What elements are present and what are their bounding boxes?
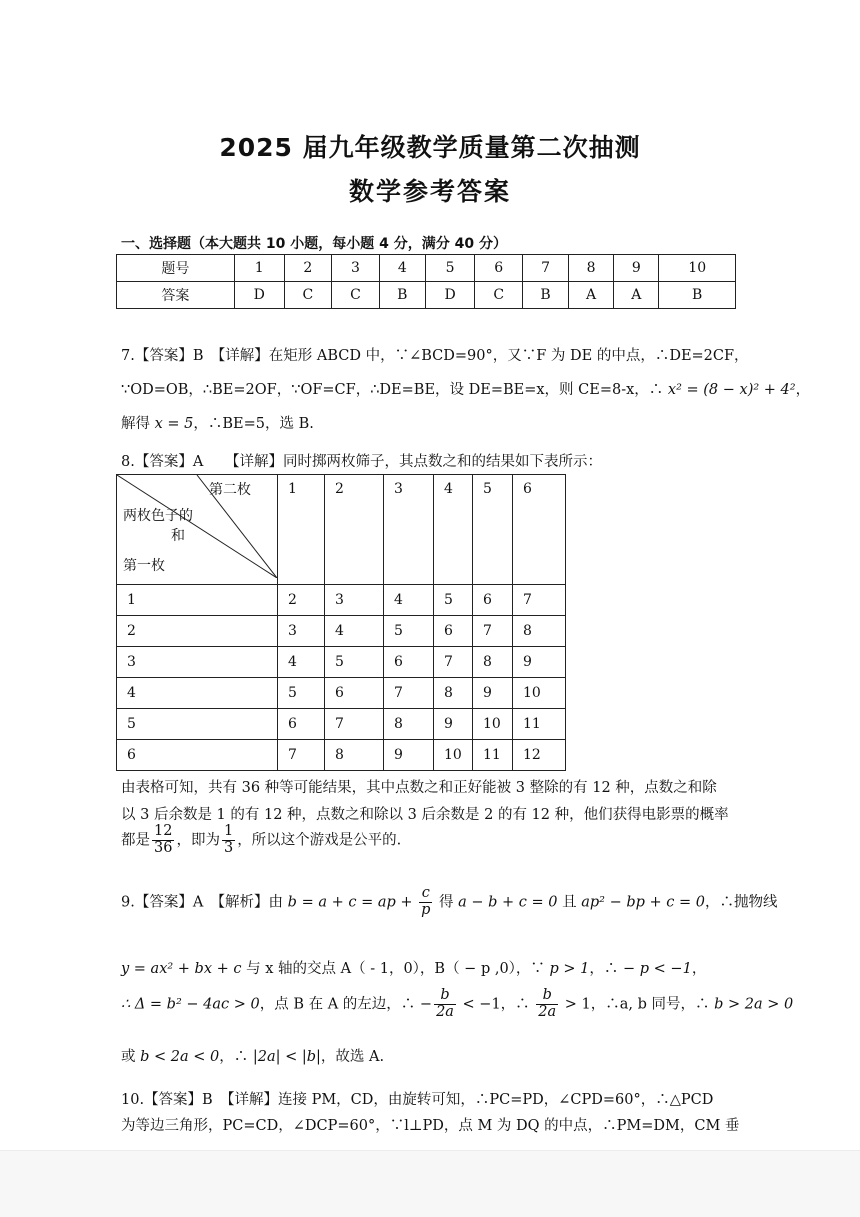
q9-text: 9.【答案】A 【解析】由 xyxy=(121,894,288,911)
table-cell: 4 xyxy=(325,616,384,647)
table-cell: 6 xyxy=(325,678,384,709)
answer-table-number-row xyxy=(117,255,736,282)
row-label: 6 xyxy=(117,740,278,771)
row-label: 题号 xyxy=(117,255,235,282)
q9-text: 或 xyxy=(121,1049,141,1065)
q8-text: ，所以这个游戏是公平的. xyxy=(237,832,402,849)
fraction-12-36 xyxy=(152,824,174,857)
fraction-denominator: p xyxy=(421,901,431,918)
table-row xyxy=(117,678,566,709)
q8-para-2: 以 3 后余数是 1 的有 12 种，点数之和除以 3 后余数是 2 的有 12 种，他们获得电影票的概率 xyxy=(121,807,729,823)
section-heading-multiple-choice: 一、选择题（本大题共 10 小题，每小题 4 分，满分 40 分） xyxy=(121,236,507,252)
question-number: 2 xyxy=(284,255,332,282)
table-row xyxy=(117,585,566,616)
row-label: 答案 xyxy=(117,282,235,309)
table-cell: 2 xyxy=(278,585,325,616)
col-header: 4 xyxy=(434,475,473,585)
table-row xyxy=(117,616,566,647)
answer-cell: A xyxy=(614,282,659,309)
answer-key-table xyxy=(116,254,736,309)
header-first-die: 第一枚 xyxy=(123,558,165,574)
q9-equation: b > 2a > 0 xyxy=(714,996,794,1013)
table-cell: 7 xyxy=(278,740,325,771)
q9-equation: b = a + c = ap + xyxy=(287,894,418,911)
exam-title: 2025 届九年级教学质量第二次抽测 xyxy=(219,133,641,162)
q8-para-3 xyxy=(121,824,401,857)
table-cell: 7 xyxy=(473,616,513,647)
table-cell: 8 xyxy=(325,740,384,771)
q7-line-1: 7.【答案】B 【详解】在矩形 ABCD 中，∵∠BCD=90°，又∵F 为 DE 的中点，∴DE=2CF， xyxy=(121,348,749,364)
q9-text: ，点 B 在 A 的左边，∴ xyxy=(259,996,420,1013)
row-label: 4 xyxy=(117,678,278,709)
q9-equation: b < 2a < 0 xyxy=(140,1049,220,1065)
question-number: 4 xyxy=(379,255,425,282)
table-cell: 4 xyxy=(384,585,434,616)
q8-para-1: 由表格可知，共有 36 种等可能结果，其中点数之和正好能被 3 整除的有 12 种，点数之和除 xyxy=(121,780,717,796)
question-number: 3 xyxy=(332,255,380,282)
table-cell: 4 xyxy=(278,647,325,678)
table-cell: 11 xyxy=(473,740,513,771)
q9-line-1 xyxy=(121,886,778,919)
q9-text: ，∴ xyxy=(219,1049,253,1065)
table-cell: 11 xyxy=(513,709,566,740)
q9-text: ，∴抛物线 xyxy=(705,894,778,911)
q9-text: ，故选 A. xyxy=(320,1049,385,1065)
q7-text: 解得 xyxy=(121,416,155,432)
exam-subtitle: 数学参考答案 xyxy=(348,177,511,206)
question-number: 7 xyxy=(523,255,569,282)
header-sum-label: 两枚色子的 xyxy=(123,508,193,524)
q7-line-3 xyxy=(121,412,314,433)
q9-equation: ∴ Δ = b² − 4ac > 0 xyxy=(121,996,260,1013)
q9-text: 与 x 轴的交点 A（ - 1，0），B（ − p ,0），∵ xyxy=(241,961,550,977)
q9-line-3 xyxy=(121,988,793,1021)
q7-solution-eq: x = 5 xyxy=(154,416,194,432)
table-cell: 3 xyxy=(278,616,325,647)
answer-table-answer-row xyxy=(117,282,736,309)
dice-header-row xyxy=(117,475,566,585)
table-cell: 5 xyxy=(278,678,325,709)
q9-equation: y = ax² + bx + c xyxy=(121,961,242,977)
fraction-numerator: b xyxy=(536,988,558,1005)
table-cell: 6 xyxy=(384,647,434,678)
table-row xyxy=(117,647,566,678)
minus-sign: − xyxy=(419,996,433,1013)
col-header: 5 xyxy=(473,475,513,585)
q8-text: 都是 xyxy=(121,832,150,849)
table-cell: 9 xyxy=(513,647,566,678)
table-row xyxy=(117,709,566,740)
fraction-1-3 xyxy=(222,824,235,857)
dice-sum-table xyxy=(116,474,566,771)
fraction-numerator: 1 xyxy=(223,823,234,839)
diagonal-header-cell xyxy=(117,475,278,585)
table-cell: 6 xyxy=(434,616,473,647)
q10-line-1: 10.【答案】B 【详解】连接 PM，CD，由旋转可知，∴PC=PD，∠CPD=60°，∴△PCD xyxy=(121,1092,714,1108)
col-header: 2 xyxy=(325,475,384,585)
table-cell: 12 xyxy=(513,740,566,771)
table-cell: 6 xyxy=(278,709,325,740)
question-number: 8 xyxy=(568,255,613,282)
table-cell: 3 xyxy=(325,585,384,616)
q9-text: ， xyxy=(691,961,707,977)
table-cell: 7 xyxy=(384,678,434,709)
q7-line-2-text: ∵OD=OB，∴BE=2OF，∵OF=CF，∴DE=BE，设 DE=BE=x，则 CE=8-x，∴ xyxy=(121,382,668,398)
answer-cell: A xyxy=(568,282,613,309)
table-cell: 8 xyxy=(473,647,513,678)
table-cell: 7 xyxy=(513,585,566,616)
table-row xyxy=(117,740,566,771)
row-label: 1 xyxy=(117,585,278,616)
fraction-numerator: b xyxy=(434,988,456,1005)
q9-equation: − p < −1 xyxy=(623,961,692,977)
q9-line-4 xyxy=(121,1045,384,1066)
fraction-c-over-p xyxy=(419,886,432,919)
table-cell: 10 xyxy=(473,709,513,740)
fraction-denominator: 36 xyxy=(154,839,173,856)
fraction-numerator: c xyxy=(419,886,432,903)
table-cell: 5 xyxy=(384,616,434,647)
q8-intro: 8.【答案】A 【详解】同时掷两枚筛子，其点数之和的结果如下表所示： xyxy=(121,454,603,470)
table-cell: 6 xyxy=(473,585,513,616)
question-number: 6 xyxy=(475,255,523,282)
answer-cell: D xyxy=(234,282,284,309)
table-cell: 9 xyxy=(384,740,434,771)
answer-cell: B xyxy=(523,282,569,309)
fraction-b-over-2a xyxy=(536,988,558,1021)
q10-line-2: 为等边三角形，PC=CD，∠DCP=60°，∵l⊥PD，点 M 为 DQ 的中点，∴PM=DM，CM 垂 xyxy=(121,1118,740,1134)
q9-text: ，∴ xyxy=(589,961,624,977)
q9-text: < −1，∴ xyxy=(457,996,535,1013)
table-cell: 10 xyxy=(434,740,473,771)
table-cell: 5 xyxy=(434,585,473,616)
question-number: 5 xyxy=(425,255,475,282)
q9-text: 得 xyxy=(434,894,459,911)
table-cell: 8 xyxy=(384,709,434,740)
question-number: 9 xyxy=(614,255,659,282)
table-cell: 9 xyxy=(434,709,473,740)
table-cell: 7 xyxy=(434,647,473,678)
answer-cell: B xyxy=(379,282,425,309)
row-label: 3 xyxy=(117,647,278,678)
q9-text: 且 xyxy=(557,894,582,911)
q7-equation: x² = (8 − x)² + 4² xyxy=(667,382,796,398)
answer-cell: D xyxy=(425,282,475,309)
table-cell: 9 xyxy=(473,678,513,709)
col-header: 1 xyxy=(278,475,325,585)
answer-cell: C xyxy=(332,282,380,309)
q7-line-2: ∵OD=OB，∴BE=2OF，∵OF=CF，∴DE=BE，设 DE=BE=x，则 CE=8-x，∴ x² = (8 − x)² + 4²， xyxy=(121,382,811,398)
table-cell: 5 xyxy=(325,647,384,678)
answer-cell: C xyxy=(475,282,523,309)
row-label: 2 xyxy=(117,616,278,647)
fraction-denominator: 2a xyxy=(538,1003,557,1020)
question-number: 10 xyxy=(659,255,736,282)
table-cell: 10 xyxy=(513,678,566,709)
answer-cell: B xyxy=(659,282,736,309)
col-header: 6 xyxy=(513,475,566,585)
fraction-b-over-2a xyxy=(434,988,456,1021)
fraction-numerator: 12 xyxy=(154,823,173,839)
table-cell: 7 xyxy=(325,709,384,740)
col-header: 3 xyxy=(384,475,434,585)
q8-text: ，即为 xyxy=(176,832,220,849)
fraction-denominator: 3 xyxy=(223,839,234,856)
q9-equation: |2a| < |b| xyxy=(252,1049,321,1065)
header-second-die: 第二枚 xyxy=(209,482,251,498)
page-bottom-margin xyxy=(0,1150,860,1217)
fraction-denominator: 2a xyxy=(436,1003,454,1020)
question-number: 1 xyxy=(234,255,284,282)
q9-line-2 xyxy=(121,957,706,978)
q9-equation: a − b + c = 0 xyxy=(458,894,558,911)
q9-equation: p > 1 xyxy=(549,961,590,977)
answer-cell: C xyxy=(284,282,332,309)
q9-text: > 1，∴a, b 同号，∴ xyxy=(560,996,715,1013)
q9-equation: ap² − bp + c = 0 xyxy=(581,894,706,911)
header-sum-label-2: 和 xyxy=(171,528,185,544)
q7-text: ，∴BE=5，选 B. xyxy=(193,416,314,432)
table-cell: 8 xyxy=(434,678,473,709)
table-cell: 8 xyxy=(513,616,566,647)
row-label: 5 xyxy=(117,709,278,740)
